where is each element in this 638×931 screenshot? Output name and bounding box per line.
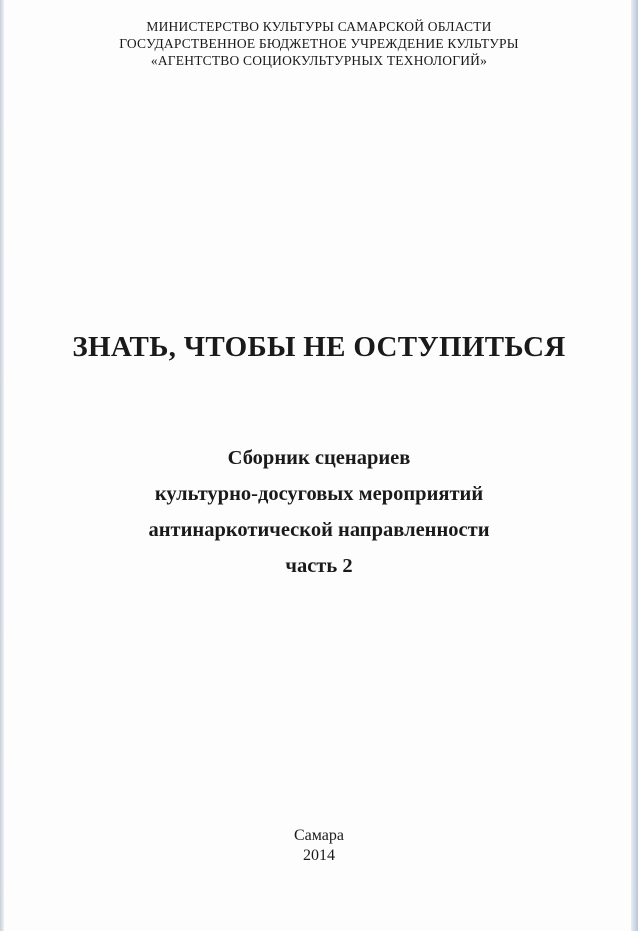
imprint-city: Самара [294,827,344,844]
subtitle-part: часть 2 [285,555,353,577]
imprint [0,826,638,866]
subtitle-line-3: антинаркотической направленности [148,519,490,541]
document-title: ЗНАТЬ, ЧТОБЫ НЕ ОСТУПИТЬСЯ [72,331,566,363]
document-subtitle [0,440,638,584]
publisher-header [0,18,638,69]
subtitle-line-1: Сборник сценариев [227,447,411,469]
header-ministry: МИНИСТЕРСТВО КУЛЬТУРЫ САМАРСКОЙ ОБЛАСТИ [146,19,492,34]
subtitle-line-2: культурно-досуговых мероприятий [154,483,484,505]
header-institution: ГОСУДАРСТВЕННОЕ БЮДЖЕТНОЕ УЧРЕЖДЕНИЕ КУЛЬТУРЫ [119,36,519,51]
header-agency: «АГЕНТСТВО СОЦИОКУЛЬТУРНЫХ ТЕХНОЛОГИЙ» [150,53,488,68]
imprint-year: 2014 [303,847,335,864]
